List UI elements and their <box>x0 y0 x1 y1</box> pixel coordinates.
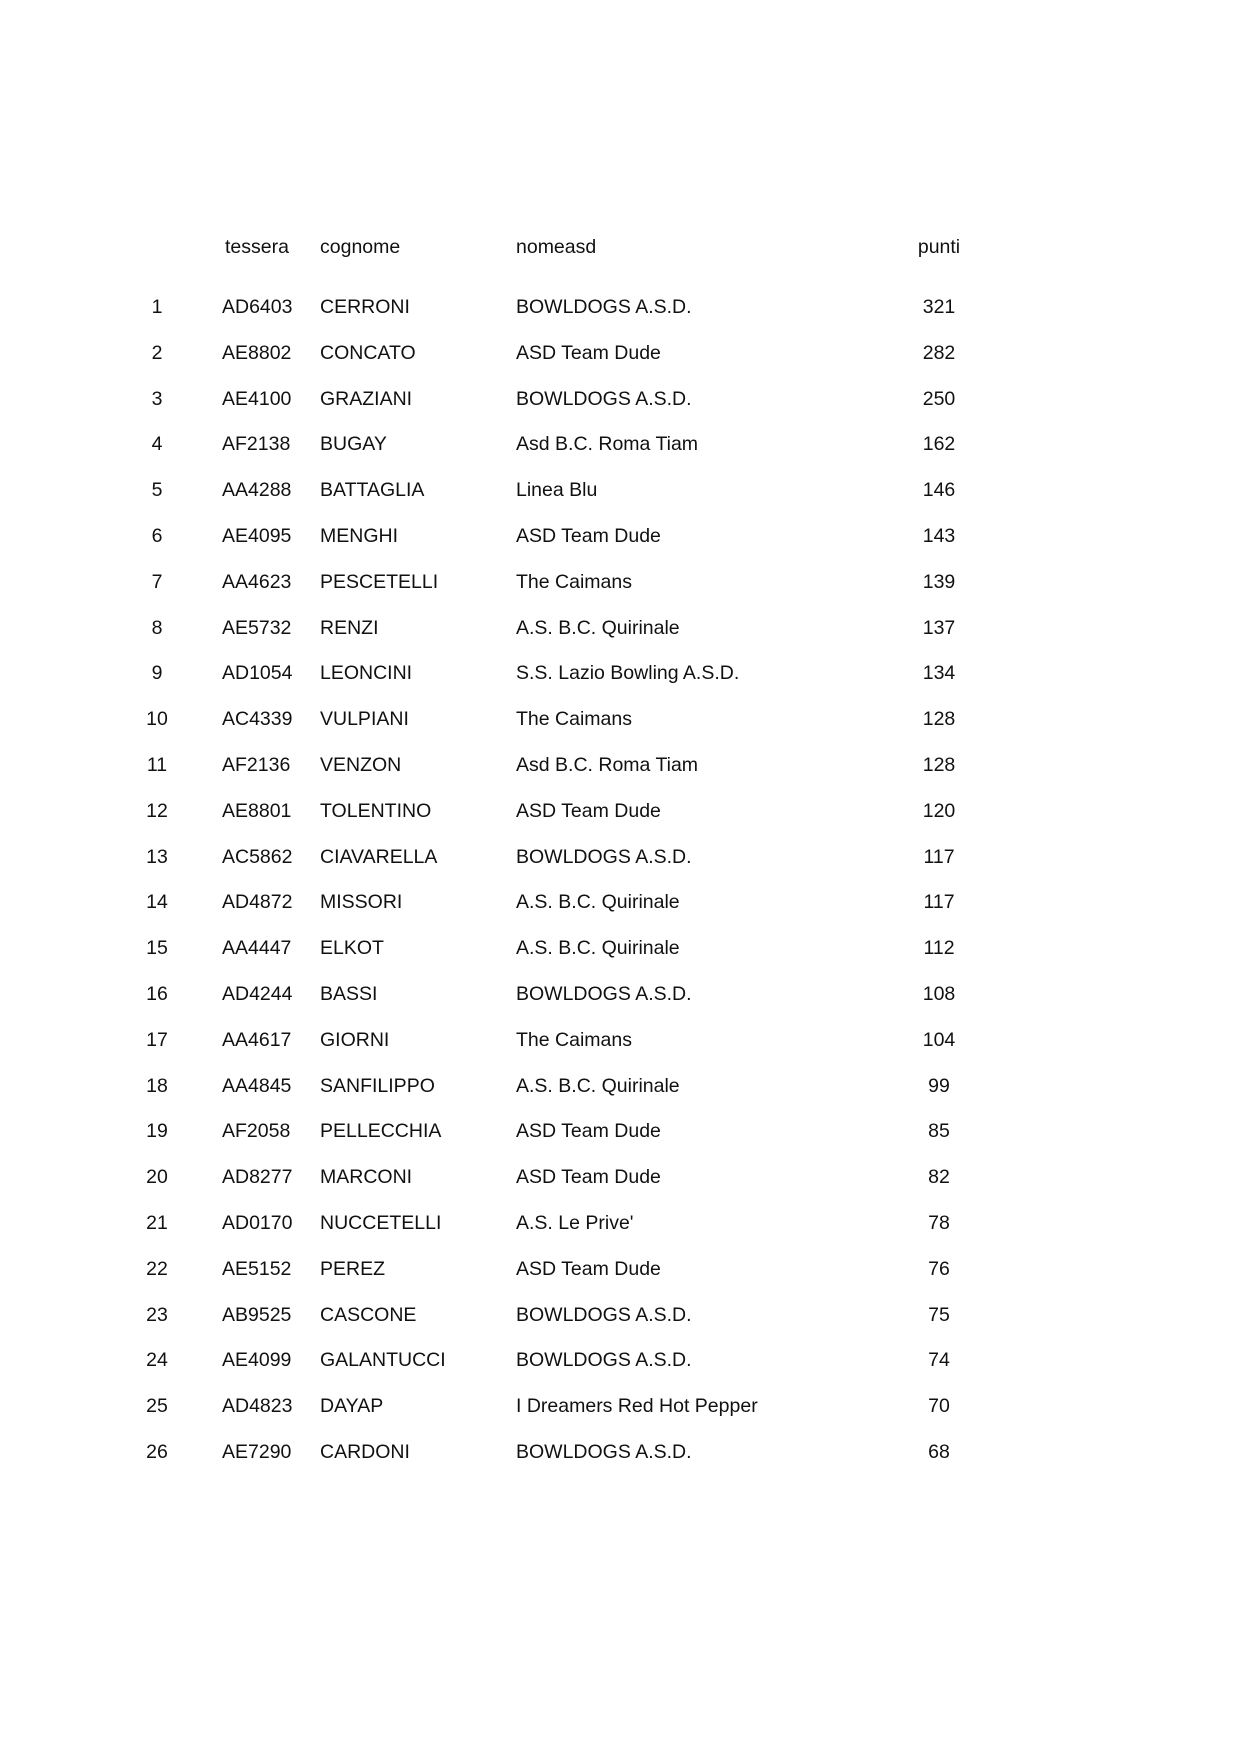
nomeasd-cell: I Dreamers Red Hot Pepper <box>516 1395 758 1418</box>
table-row <box>0 1025 1241 1055</box>
punti-cell: 74 <box>928 1349 950 1372</box>
table-row <box>0 1162 1241 1192</box>
cognome-cell: PELLECCHIA <box>320 1120 442 1143</box>
table-row <box>0 750 1241 780</box>
cognome-cell: VULPIANI <box>320 708 409 731</box>
rank-cell: 25 <box>146 1395 168 1418</box>
tessera-cell: AF2058 <box>222 1120 291 1143</box>
rank-cell: 12 <box>146 799 168 822</box>
rank-cell: 7 <box>151 570 163 593</box>
nomeasd-cell: BOWLDOGS A.S.D. <box>516 1441 692 1463</box>
punti-cell: 76 <box>928 1257 950 1280</box>
rank-cell: 23 <box>146 1303 168 1326</box>
table-row <box>0 384 1241 414</box>
punti-cell: 134 <box>922 662 956 685</box>
punti-cell: 282 <box>922 341 956 364</box>
nomeasd-cell: ASD Team Dude <box>516 1166 661 1189</box>
cognome-cell: GRAZIANI <box>320 387 413 410</box>
punti-cell: 143 <box>922 525 956 547</box>
cognome-cell: ELKOT <box>320 937 384 960</box>
cognome-cell: PESCETELLI <box>320 570 439 593</box>
table-row <box>0 475 1241 505</box>
nomeasd-cell: A.S. B.C. Quirinale <box>516 1074 680 1097</box>
cognome-cell: CIAVARELLA <box>320 845 438 868</box>
rank-cell: 11 <box>146 754 168 776</box>
tessera-cell: AA4447 <box>222 937 292 960</box>
rank-cell: 6 <box>151 525 163 547</box>
tessera-cell: AE5732 <box>222 616 292 639</box>
nomeasd-cell: Asd B.C. Roma Tiam <box>516 433 699 456</box>
nomeasd-cell: The Caimans <box>516 1028 632 1051</box>
nomeasd-cell: A.S. B.C. Quirinale <box>516 891 680 914</box>
cognome-cell: CASCONE <box>320 1303 417 1326</box>
nomeasd-cell: The Caimans <box>516 570 632 593</box>
tessera-cell: AD4823 <box>222 1395 293 1418</box>
punti-cell: 68 <box>928 1441 950 1463</box>
table-row <box>0 613 1241 643</box>
tessera-cell: AD4872 <box>222 891 293 914</box>
cognome-cell: VENZON <box>320 754 402 776</box>
rank-cell: 5 <box>151 479 163 502</box>
punti-cell: 137 <box>922 616 956 639</box>
rank-cell: 9 <box>151 662 163 685</box>
punti-cell: 139 <box>922 570 956 593</box>
punti-cell: 117 <box>923 845 955 868</box>
punti-cell: 321 <box>922 296 956 318</box>
cognome-cell: DAYAP <box>320 1395 384 1418</box>
cognome-cell: MISSORI <box>320 891 403 914</box>
table-row <box>0 887 1241 917</box>
table-row <box>0 1437 1241 1467</box>
tessera-cell: AC5862 <box>222 845 293 868</box>
punti-cell: 99 <box>928 1074 950 1097</box>
tessera-cell: AE7290 <box>222 1441 292 1463</box>
punti-cell: 75 <box>928 1303 950 1326</box>
nomeasd-cell: S.S. Lazio Bowling A.S.D. <box>516 662 740 685</box>
tessera-cell: AE4099 <box>222 1349 292 1372</box>
punti-cell: 162 <box>922 433 956 456</box>
rank-cell: 26 <box>146 1441 168 1463</box>
rank-cell: 2 <box>151 341 163 364</box>
tessera-cell: AD1054 <box>222 662 293 685</box>
table-row <box>0 1208 1241 1238</box>
nomeasd-cell: BOWLDOGS A.S.D. <box>516 983 692 1005</box>
table-row <box>0 796 1241 826</box>
punti-cell: 128 <box>922 708 956 731</box>
table-row <box>0 979 1241 1009</box>
tessera-cell: AD8277 <box>222 1166 293 1189</box>
rank-cell: 16 <box>146 983 168 1005</box>
nomeasd-cell: Asd B.C. Roma Tiam <box>516 754 699 776</box>
tessera-cell: AE8802 <box>222 341 292 364</box>
punti-cell: 82 <box>928 1166 950 1189</box>
nomeasd-cell: ASD Team Dude <box>516 525 661 547</box>
nomeasd-cell: BOWLDOGS A.S.D. <box>516 845 692 868</box>
punti-cell: 112 <box>923 937 955 960</box>
table-row <box>0 1116 1241 1146</box>
header-tessera: tessera <box>225 236 289 258</box>
nomeasd-cell: ASD Team Dude <box>516 341 661 364</box>
nomeasd-cell: ASD Team Dude <box>516 1257 661 1280</box>
table-row <box>0 338 1241 368</box>
rank-cell: 18 <box>146 1074 168 1097</box>
table-row <box>0 429 1241 459</box>
rank-cell: 10 <box>146 708 168 731</box>
tessera-cell: AA4617 <box>222 1028 292 1051</box>
cognome-cell: GALANTUCCI <box>320 1349 446 1372</box>
punti-cell: 146 <box>922 479 956 502</box>
table-row <box>0 1391 1241 1421</box>
cognome-cell: BUGAY <box>320 433 387 456</box>
table-row <box>0 567 1241 597</box>
nomeasd-cell: BOWLDOGS A.S.D. <box>516 1303 692 1326</box>
nomeasd-cell: The Caimans <box>516 708 632 731</box>
cognome-cell: PEREZ <box>320 1257 386 1280</box>
header-punti: punti <box>917 236 961 258</box>
cognome-cell: MENGHI <box>320 525 398 547</box>
nomeasd-cell: BOWLDOGS A.S.D. <box>516 387 692 410</box>
cognome-cell: SANFILIPPO <box>320 1074 435 1097</box>
tessera-cell: AA4288 <box>222 479 292 502</box>
table-row <box>0 842 1241 872</box>
rank-cell: 1 <box>151 296 163 318</box>
rank-cell: 13 <box>146 845 168 868</box>
tessera-cell: AC4339 <box>222 708 293 731</box>
nomeasd-cell: A.S. Le Prive' <box>516 1212 634 1234</box>
cognome-cell: BATTAGLIA <box>320 479 425 502</box>
punti-cell: 120 <box>922 799 956 822</box>
header-nomeasd: nomeasd <box>516 236 597 258</box>
cognome-cell: RENZI <box>320 616 379 639</box>
tessera-cell: AE4100 <box>222 387 292 410</box>
cognome-cell: BASSI <box>320 983 378 1005</box>
punti-cell: 250 <box>922 387 956 410</box>
tessera-cell: AF2136 <box>222 754 291 776</box>
header-cognome: cognome <box>320 236 401 258</box>
nomeasd-cell: BOWLDOGS A.S.D. <box>516 1349 692 1372</box>
tessera-cell: AA4623 <box>222 570 292 593</box>
cognome-cell: GIORNI <box>320 1028 390 1051</box>
punti-cell: 108 <box>922 983 956 1005</box>
tessera-cell: AA4845 <box>222 1074 292 1097</box>
table-row <box>0 933 1241 963</box>
table-row <box>0 1300 1241 1330</box>
tessera-cell: AD0170 <box>222 1212 293 1234</box>
nomeasd-cell: ASD Team Dude <box>516 1120 661 1143</box>
nomeasd-cell: A.S. B.C. Quirinale <box>516 937 680 960</box>
tessera-cell: AE8801 <box>222 799 292 822</box>
nomeasd-cell: ASD Team Dude <box>516 799 661 822</box>
tessera-cell: AD6403 <box>222 296 293 318</box>
rank-cell: 17 <box>146 1028 168 1051</box>
rank-cell: 8 <box>151 616 163 639</box>
tessera-cell: AD4244 <box>222 983 293 1005</box>
rank-cell: 19 <box>146 1120 168 1143</box>
tessera-cell: AF2138 <box>222 433 291 456</box>
rank-cell: 22 <box>146 1257 168 1280</box>
cognome-cell: CARDONI <box>320 1441 410 1463</box>
punti-cell: 117 <box>923 891 955 914</box>
rank-cell: 21 <box>146 1212 168 1234</box>
punti-cell: 85 <box>928 1120 950 1143</box>
cognome-cell: TOLENTINO <box>320 799 432 822</box>
nomeasd-cell: Linea Blu <box>516 479 598 502</box>
cognome-cell: MARCONI <box>320 1166 413 1189</box>
table-header-row <box>0 232 1241 262</box>
table-row <box>0 292 1241 322</box>
rank-cell: 24 <box>146 1349 168 1372</box>
table-row <box>0 1071 1241 1101</box>
rank-cell: 3 <box>151 387 163 410</box>
cognome-cell: LEONCINI <box>320 662 413 685</box>
cognome-cell: CERRONI <box>320 296 410 318</box>
table-row <box>0 704 1241 734</box>
table-row <box>0 521 1241 551</box>
nomeasd-cell: A.S. B.C. Quirinale <box>516 616 680 639</box>
tessera-cell: AE4095 <box>222 525 292 547</box>
table-row <box>0 1254 1241 1284</box>
table-row <box>0 1345 1241 1375</box>
punti-cell: 128 <box>922 754 956 776</box>
punti-cell: 104 <box>922 1028 956 1051</box>
tessera-cell: AB9525 <box>222 1303 292 1326</box>
cognome-cell: CONCATO <box>320 341 416 364</box>
cognome-cell: NUCCETELLI <box>320 1212 442 1234</box>
nomeasd-cell: BOWLDOGS A.S.D. <box>516 296 692 318</box>
punti-cell: 70 <box>928 1395 950 1418</box>
punti-cell: 78 <box>928 1212 950 1234</box>
rank-cell: 4 <box>151 433 163 456</box>
table-row <box>0 658 1241 688</box>
rank-cell: 15 <box>146 937 168 960</box>
rank-cell: 20 <box>146 1166 168 1189</box>
tessera-cell: AE5152 <box>222 1257 292 1280</box>
rank-cell: 14 <box>146 891 168 914</box>
